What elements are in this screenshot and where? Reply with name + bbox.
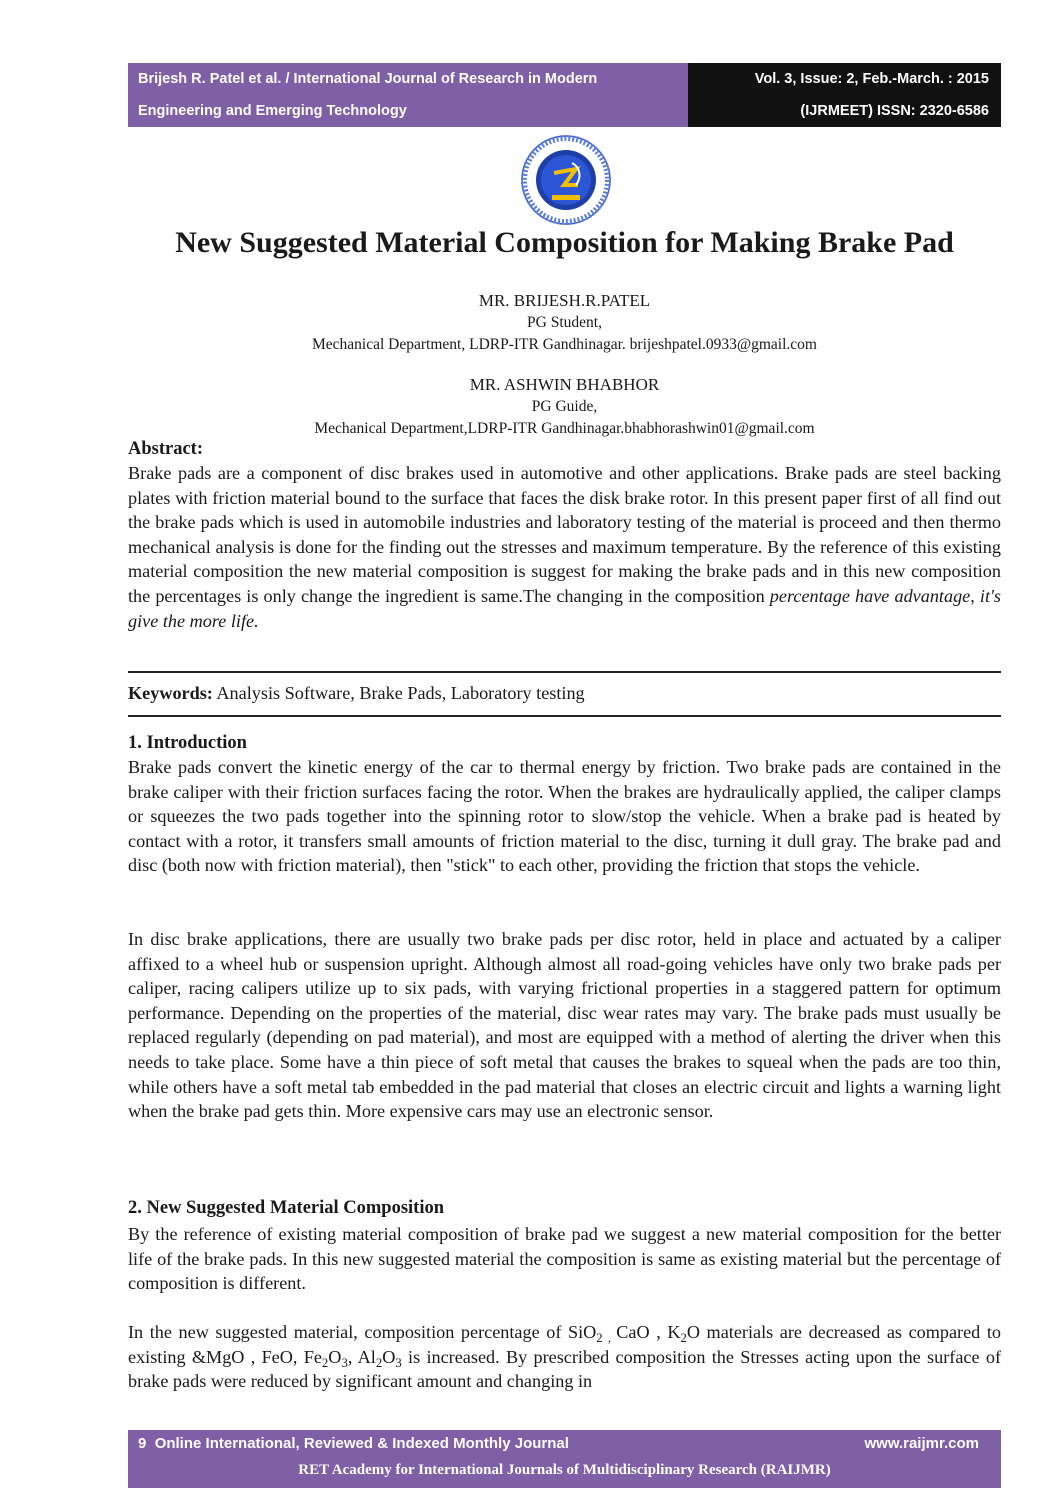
p2-seg-a: In the new suggested material, composition percentage of SiO <box>128 1322 597 1342</box>
section-1-heading: 1. Introduction <box>128 733 247 753</box>
p2-sub-sio2: 2 , <box>596 1330 617 1345</box>
author-name: MR. BRIJESH.R.PATEL <box>478 291 651 310</box>
header-issue-info <box>688 63 1001 127</box>
header-citation: Brijesh R. Patel et al. / International Journal of Research in Modern <box>138 71 598 87</box>
section-2-paragraph-2 <box>128 1320 1001 1394</box>
author-affiliation: Mechanical Department, LDRP-ITR Gandhinagar. brijeshpatel.0933@gmail.com <box>312 336 817 353</box>
abstract-body <box>128 461 1001 633</box>
abstract-text: Brake pads are a component of disc brakes used in automotive and other applications. Brake pads are steel backing plates with friction material bound to the surface that faces the disk brake rotor. In this present paper first of all find out the brake pads which is used in automobile industries and laboratory testing of the material is proceed and then thermo mechanical analysis is done for the finding out the stresses and maximum temperature. By the reference of this existing material composition the new material composition is suggest for making the brake pads and in this new composition the percentages is only change the ingredient is same.The changing in the composition <box>128 463 1001 606</box>
author-name: MR. ASHWIN BHABHOR <box>469 375 660 394</box>
header-journal-info <box>128 63 688 127</box>
page-number: 9 <box>138 1435 147 1452</box>
header-journal-name: Engineering and Emerging Technology <box>138 103 407 119</box>
section-1-paragraph-2: In disc brake applications, there are usually two brake pads per disc rotor, held in place and actuated by a caliper affixed to a wheel hub or suspension upright. Although almost all road-going vehicles have only two brake pads per caliper, racing calipers utilize up to six pads, with varying frictional properties in a staggered pattern for optimum performance. Depending on the properties of the material, disc wear rates may vary. The brake pads must usually be replaced regularly (depending on pad material), and most are equipped with a method of alerting the driver when this needs to take place. Some have a thin piece of soft metal that causes the brakes to squeal when the pads are too thin, while others have a soft metal tab embedded in the pad material that closes an electric circuit and lights a warning light when the brake pad gets thin. More expensive cars may use an electronic sensor. <box>128 929 1001 1122</box>
p2-seg-k: O <box>382 1346 396 1367</box>
keywords <box>128 683 585 704</box>
author-role: PG Guide, <box>531 398 598 415</box>
section-2-paragraph-1: By the reference of existing material composition of brake pad we suggest a new material composition for the better life of the brake pads. In this new suggested material the composition is same as existing material but the percentage of composition is different. <box>128 1224 1001 1294</box>
divider-bottom <box>128 715 1001 717</box>
p2-seg-e: O materials are decreased as compared to existing &MgO , FeO, Fe <box>128 1322 1001 1367</box>
p2-sub-al2: 2 <box>375 1355 383 1370</box>
keywords-label: Keywords: <box>128 683 213 703</box>
p2-seg-c: CaO , K <box>616 1322 681 1342</box>
divider-top <box>128 671 1001 673</box>
keywords-text: Analysis Software, Brake Pads, Laboratory testing <box>212 683 585 703</box>
p2-sub-fe2: 2 <box>321 1355 329 1370</box>
abstract-italic-text: percentage have advantage, it's give the more life. <box>128 585 1001 631</box>
paper-title: New Suggested Material Composition for Making Brake Pad <box>175 226 954 259</box>
author-1 <box>128 290 1001 356</box>
author-role: PG Student, <box>527 314 602 331</box>
journal-header <box>128 63 1001 127</box>
footer-website-link[interactable]: www.raijmr.com <box>864 1435 979 1452</box>
header-volume: Vol. 3, Issue: 2, Feb.-March. : 2015 <box>754 71 989 87</box>
section-1-paragraph-1: Brake pads convert the kinetic energy of the car to thermal energy by friction. Two brake pads are contained in the brake caliper with their friction surfaces facing the rotor. When the brakes are hydraulically applied, the caliper clamps or squeezes the two pads together into the spinning rotor to slow/stop the vehicle. When a brake pad is heated by contact with a rotor, it transfers small amounts of friction material to the disc, turning it dull gray. The brake pad and disc (both now with friction material), then "stick" to each other, providing the friction that stops the vehicle. <box>128 757 1001 876</box>
p2-seg-i: , Al <box>347 1346 376 1367</box>
p2-seg-m: is increased. By prescribed composition the Stresses acting upon the surface of brake pads were reduced by significant amount and changing in <box>128 1346 1001 1392</box>
p2-seg-g: O <box>328 1346 342 1367</box>
p2-sub-o3: 3 <box>341 1355 348 1370</box>
header-issn: (IJRMEET) ISSN: 2320-6586 <box>800 103 989 119</box>
footer-line-1 <box>138 1435 569 1452</box>
author-2 <box>128 374 1001 440</box>
section-2-heading: 2. New Suggested Material Composition <box>128 1198 445 1218</box>
author-affiliation: Mechanical Department,LDRP-ITR Gandhinagar.bhabhorashwin01@gmail.com <box>314 420 815 437</box>
p2-sub-k2o: 2 <box>680 1330 687 1345</box>
abstract-heading: Abstract: <box>128 439 204 459</box>
journal-footer <box>128 1430 1001 1488</box>
footer-publisher: RET Academy for International Journals of Multidisciplinary Research (RAIJMR) <box>298 1462 831 1478</box>
raijmr-seal-logo <box>514 133 618 227</box>
footer-journal-type: Online International, Reviewed & Indexed Monthly Journal <box>154 1435 569 1452</box>
p2-sub-o3b: 3 <box>395 1355 402 1370</box>
